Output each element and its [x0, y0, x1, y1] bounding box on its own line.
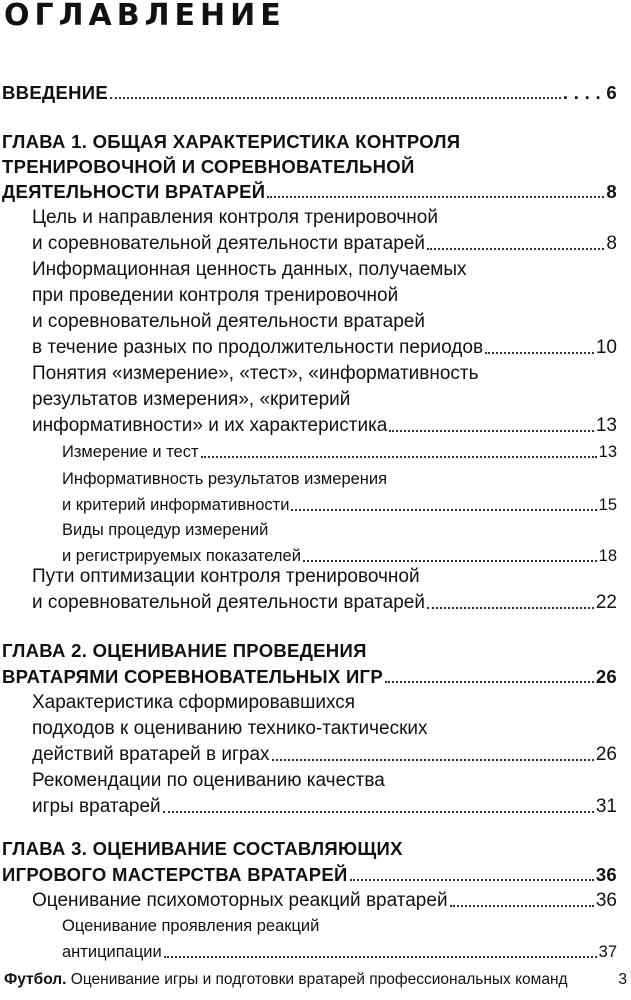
toc-section-2-1-line-2[interactable]	[32, 716, 617, 742]
toc-leader	[110, 97, 561, 99]
toc-leader	[272, 759, 594, 761]
toc-page-number: 22	[595, 592, 617, 613]
toc-chapter-3[interactable]	[2, 862, 617, 888]
toc-page-number: 13	[598, 443, 617, 461]
toc-entry-title: ВВЕДЕНИЕ	[2, 82, 108, 103]
toc-chapter-2[interactable]	[2, 664, 617, 690]
toc-leader	[450, 905, 594, 907]
toc-section-2-1-line-1[interactable]	[32, 690, 617, 716]
toc-entry-title: Измерение и тест	[62, 443, 199, 461]
page-title: ОГЛАВЛЕНИЕ	[4, 0, 286, 33]
toc-page-number: 13	[595, 415, 617, 436]
toc-entry-title: Рекомендации по оцениванию качества	[32, 770, 385, 791]
toc-chapter-1[interactable]	[2, 179, 617, 205]
toc-entry-title: Оценивание проявления реакций	[62, 917, 320, 935]
toc-entry-title: Характеристика сформировавшихся	[32, 692, 356, 713]
toc-page-number: 31	[595, 796, 617, 817]
toc-leader	[427, 607, 594, 609]
toc-entry-title: ГЛАВА 2. ОЦЕНИВАНИЕ ПРОВЕДЕНИЯ	[2, 640, 367, 661]
toc-entry-title: и соревновательной деятельности вратарей	[32, 233, 425, 254]
toc-section-1-2-line-1[interactable]	[32, 257, 617, 283]
toc-subsection-1-3-2[interactable]	[62, 492, 617, 518]
toc-subsection-3-1-1-line-1[interactable]	[62, 913, 617, 939]
toc-chapter-2-line-1[interactable]	[2, 638, 617, 664]
toc-leader	[163, 811, 594, 813]
toc-leader	[385, 681, 594, 683]
toc-section-1-1[interactable]	[32, 231, 617, 257]
toc-subsection-3-1-1[interactable]	[62, 939, 617, 965]
toc-section-1-2-line-3[interactable]	[32, 309, 617, 335]
toc-leader	[201, 456, 597, 458]
toc-entry-title: ВРАТАРЯМИ СОРЕВНОВАТЕЛЬНЫХ ИГР	[2, 666, 383, 687]
toc-section-1-1-line-1[interactable]	[32, 205, 617, 231]
toc-entry-title: ТРЕНИРОВОЧНОЙ И СОРЕВНОВАТЕЛЬНОЙ	[2, 156, 415, 177]
toc-leader	[164, 956, 597, 958]
toc-section-2-2-line-1[interactable]	[32, 768, 617, 794]
toc-page-number: . . . . 6	[562, 82, 617, 103]
toc-subsection-1-3-3-line-1[interactable]	[62, 517, 617, 543]
toc-section-1-3-line-1[interactable]	[32, 361, 617, 387]
toc-page-number: 10	[595, 337, 617, 358]
toc-page-number: 8	[606, 181, 617, 202]
toc-entry-title: Оценивание психомоторных реакций вратарей	[32, 890, 448, 911]
toc-leader	[303, 560, 597, 562]
toc-page-number: 36	[595, 864, 617, 885]
toc-section-2-2[interactable]	[32, 794, 617, 820]
toc-entry-title: информативности» и их характеристика	[32, 415, 388, 436]
toc-leader	[389, 430, 594, 432]
toc-entry-title: подходов к оцениванию технико-тактических	[32, 718, 428, 739]
toc-entry-title: антиципации	[62, 943, 162, 961]
toc-leader	[291, 509, 596, 511]
toc-entry-introduction[interactable]	[2, 80, 617, 106]
toc-entry-title: Информационная ценность данных, получаемых	[32, 259, 467, 280]
toc-page-number: 15	[598, 496, 617, 514]
toc-page-number: 36	[595, 890, 617, 911]
toc-leader	[267, 196, 604, 198]
toc-chapter-1-line-1[interactable]	[2, 129, 617, 155]
toc-entry-title: ИГРОВОГО МАСТЕРСТВА ВРАТАРЕЙ	[2, 864, 348, 885]
toc-entry-title: ГЛАВА 1. ОБЩАЯ ХАРАКТЕРИСТИКА КОНТРОЛЯ	[2, 131, 461, 152]
toc-section-1-2-line-2[interactable]	[32, 283, 617, 309]
toc-section-1-3[interactable]	[32, 413, 617, 439]
toc-entry-title: ГЛАВА 3. ОЦЕНИВАНИЕ СОСТАВЛЯЮЩИХ	[2, 838, 403, 859]
footer-page-number: 3	[618, 971, 627, 988]
toc-leader	[485, 352, 594, 354]
toc-entry-title: Понятия «измерение», «тест», «информативность	[32, 363, 479, 384]
toc-entry-title: ДЕЯТЕЛЬНОСТИ ВРАТАРЕЙ	[2, 181, 266, 202]
toc-section-1-3-line-2[interactable]	[32, 387, 617, 413]
toc-chapter-1-line-2[interactable]	[2, 154, 617, 180]
toc-entry-title: игры вратарей	[32, 796, 161, 817]
toc-chapter-3-line-1[interactable]	[2, 836, 617, 862]
toc-subsection-1-3-2-line-1[interactable]	[62, 466, 617, 492]
toc-section-1-4[interactable]	[32, 590, 617, 616]
page-footer	[4, 968, 627, 992]
toc-entry-title: в течение разных по продолжительности периодов	[32, 337, 484, 358]
toc-entry-title: Информативность результатов измерения	[62, 470, 388, 488]
toc-leader	[350, 879, 594, 881]
toc-entry-title: результатов измерения», «критерий	[32, 389, 351, 410]
toc-leader	[427, 248, 604, 250]
toc-page-number: 26	[595, 666, 617, 687]
toc-subsection-1-3-1[interactable]	[62, 439, 617, 465]
toc-entry-title: и критерий информативности	[62, 496, 290, 514]
toc-section-3-1[interactable]	[32, 888, 617, 914]
toc-entry-title: действий вратарей в играх	[32, 744, 270, 765]
toc-entry-title: Цель и направления контроля тренировочной	[32, 207, 438, 228]
toc-entry-title: и соревновательной деятельности вратарей	[32, 311, 425, 332]
toc-section-1-2[interactable]	[32, 335, 617, 361]
toc-entry-title: Пути оптимизации контроля тренировочной	[32, 566, 420, 587]
toc-entry-title: и соревновательной деятельности вратарей	[32, 592, 425, 613]
toc-page-number: 37	[598, 943, 617, 961]
toc-entry-title: и регистрируемых показателей	[62, 547, 301, 565]
toc-section-2-1[interactable]	[32, 742, 617, 768]
toc-page-number: 18	[598, 547, 617, 565]
toc-section-1-4-line-1[interactable]	[32, 564, 617, 590]
toc-entry-title: при проведении контроля тренировочной	[32, 285, 399, 306]
footer-book-title-bold: Футбол.	[4, 971, 67, 988]
toc-page-number: 26	[595, 744, 617, 765]
footer-book-title: Оценивание игры и подготовки вратарей профессиональных команд	[70, 971, 568, 988]
toc-page-number: 8	[606, 233, 617, 254]
toc-entry-title: Виды процедур измерений	[62, 521, 269, 539]
